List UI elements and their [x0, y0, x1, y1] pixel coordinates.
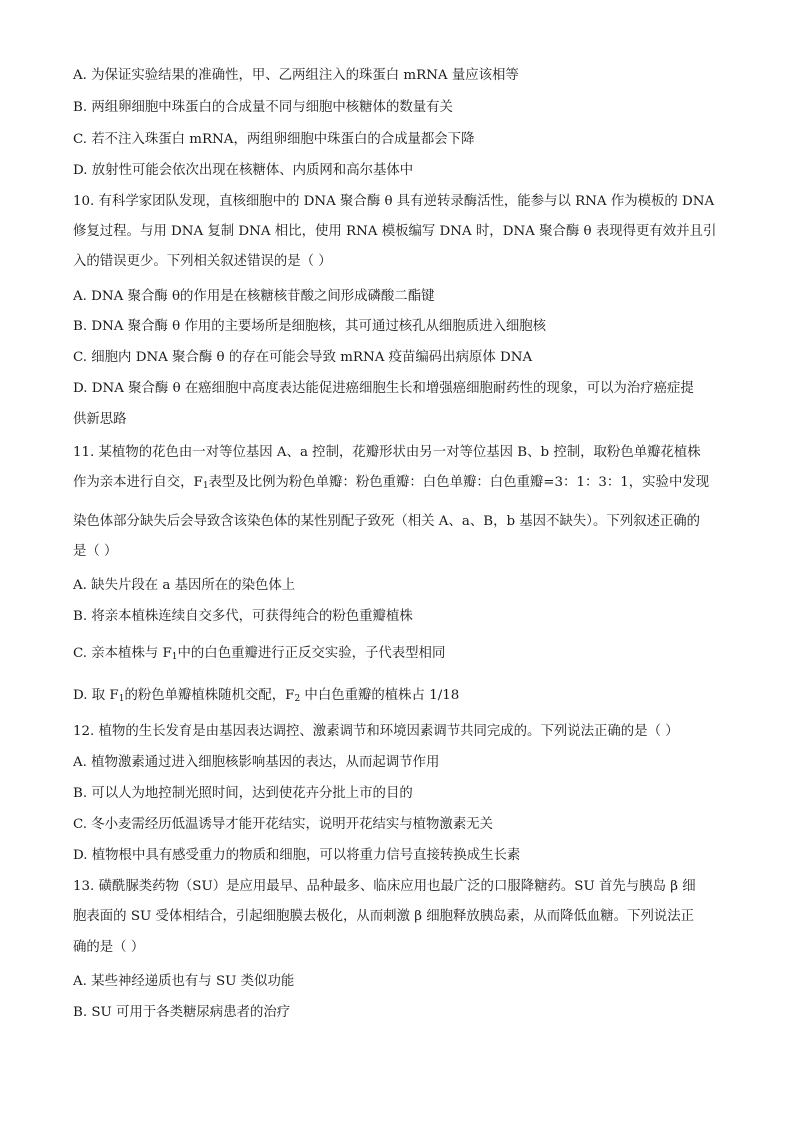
- q11-stem-line-2-b: 表型及比例为粉色单瓣：粉色重瓣：白色单瓣：白色重瓣=3：1：3：1，实验中发现: [208, 475, 710, 490]
- q10-option-a: A. DNA 聚合酶 θ的作用是在核糖核苷酸之间形成磷酸二酯键: [73, 289, 435, 304]
- q11-option-a: A. 缺失片段在 a 基因所在的染色体上: [73, 578, 296, 593]
- q10-option-b: B. DNA 聚合酶 θ 作用的主要场所是细胞核，其可通过核孔从细胞质进入细胞核: [73, 319, 547, 334]
- q11-option-d-c: 中白色重瓣的植株占 1/18: [300, 688, 460, 703]
- q13-stem-line-1: 13. 磺酰脲类药物（SU）是应用最早、品种最多、临床应用也最广泛的口服降糖药。SU 首先与胰岛 β 细: [73, 879, 696, 894]
- q9-option-a: A. 为保证实验结果的准确性，甲、乙两组注入的珠蛋白 mRNA 量应该相等: [73, 68, 519, 83]
- q10-option-c: C. 细胞内 DNA 聚合酶 θ 的存在可能会导致 mRNA 疫苗编码出病原体 DNA: [73, 350, 533, 365]
- q11-stem-line-1: 11. 某植物的花色由一对等位基因 A、a 控制，花瓣形状由另一对等位基因 B、b 控制，取粉色单瓣花植株: [73, 445, 701, 460]
- q11-option-c-a: C. 亲本植株与 F: [73, 646, 172, 661]
- q11-stem-line-3: 染色体部分缺失后会导致含该染色体的某性别配子致死（相关 A、a、B，b 基因不缺失）。下列叙述正确的: [73, 514, 701, 529]
- q12-option-a: A. 植物激素通过进入细胞核影响基因的表达，从而起调节作用: [73, 755, 440, 770]
- q13-stem-line-3: 确的是（ ）: [73, 940, 145, 955]
- q13-option-b: B. SU 可用于各类糖尿病患者的治疗: [73, 1005, 291, 1020]
- q12-option-d: D. 植物根中具有感受重力的物质和细胞，可以将重力信号直接转换成生长素: [73, 848, 521, 863]
- q10-stem-line-3: 入的错误更少。下列相关叙述错误的是（ ）: [73, 254, 332, 269]
- q11-option-c: [73, 645, 445, 666]
- q9-option-d: D. 放射性可能会依次出现在核糖体、内质网和高尔基体中: [73, 163, 414, 178]
- q11-option-b: B. 将亲本植株连续自交多代，可获得纯合的粉色重瓣植株: [73, 609, 413, 624]
- q13-option-a: A. 某些神经递质也有与 SU 类似功能: [73, 974, 295, 989]
- q11-option-d-b: 的粉色单瓣植株随机交配，F: [124, 688, 295, 703]
- q11-option-d-subscript-1: 1: [118, 694, 125, 704]
- q11-stem-line-2: [73, 474, 709, 495]
- q11-option-d-a: D. 取 F: [73, 688, 119, 703]
- q11-option-d-subscript-2: 2: [294, 694, 301, 704]
- q12-stem: 12. 植物的生长发育是由基因表达调控、激素调节和环境因素调节共同完成的。下列说法正确的是（ ）: [73, 724, 679, 739]
- q9-option-c: C. 若不注入珠蛋白 mRNA，两组卵细胞中珠蛋白的合成量都会下降: [73, 132, 475, 147]
- q10-stem-line-2: 修复过程。与用 DNA 复制 DNA 相比，使用 RNA 模板编写 DNA 时，DNA 聚合酶 θ 表现得更有效并且引: [73, 224, 717, 239]
- q12-option-b: B. 可以人为地控制光照时间，达到使花卉分批上市的目的: [73, 786, 413, 801]
- q12-option-c: C. 冬小麦需经历低温诱导才能开花结实，说明开花结实与植物激素无关: [73, 817, 493, 832]
- q10-option-d-line-2: 供新思路: [73, 412, 127, 427]
- q9-option-b: B. 两组卵细胞中珠蛋白的合成量不同与细胞中核糖体的数量有关: [73, 100, 453, 115]
- q10-option-d-line-1: D. DNA 聚合酶 θ 在癌细胞中高度表达能促进癌细胞生长和增强癌细胞耐药性的现象，可以为治疗癌症提: [73, 381, 694, 396]
- q11-option-c-subscript: 1: [171, 652, 178, 662]
- q11-stem-line-2-a: 作为亲本进行自交，F: [73, 475, 203, 490]
- q13-stem-line-2: 胞表面的 SU 受体相结合，引起细胞膜去极化，从而刺激 β 细胞释放胰岛素，从而降低血糖。下列说法正: [73, 909, 695, 924]
- q11-option-c-b: 中的白色重瓣进行正反交实验，子代表型相同: [177, 646, 446, 661]
- q11-option-d: [73, 687, 459, 708]
- q11-stem-line-4: 是（ ）: [73, 544, 118, 559]
- q10-stem-line-1: 10. 有科学家团队发现，直核细胞中的 DNA 聚合酶 θ 具有逆转录酶活性，能参与以 RNA 作为模板的 DNA: [73, 194, 715, 209]
- q11-f1-subscript: 1: [202, 481, 209, 491]
